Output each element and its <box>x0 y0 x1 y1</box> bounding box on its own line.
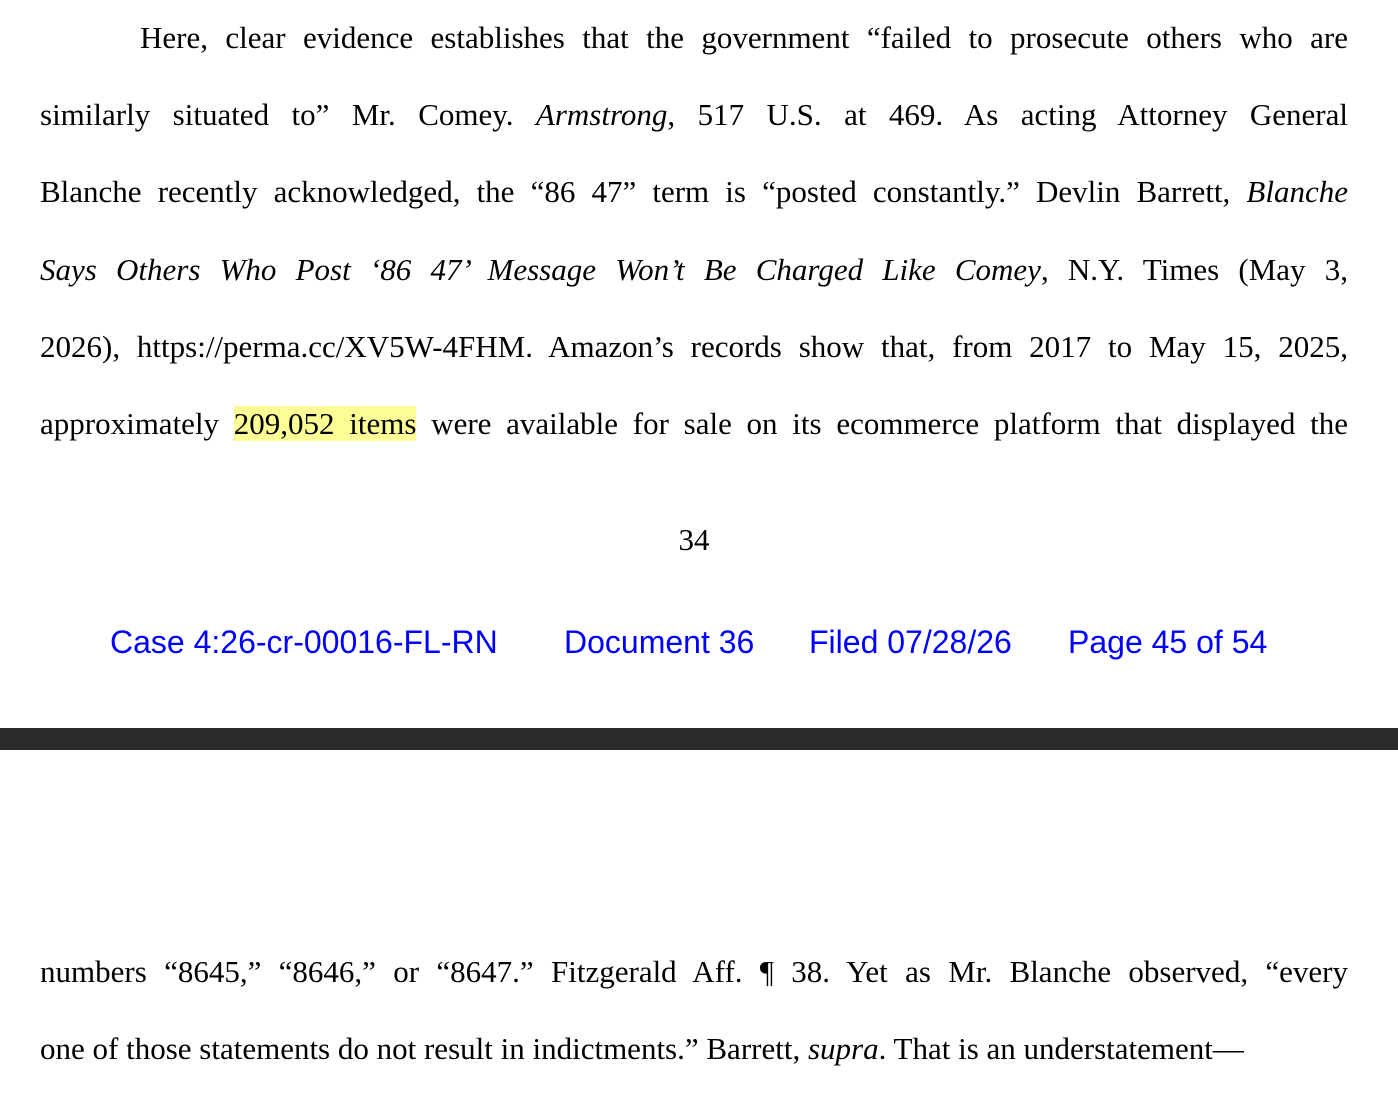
italic-citation: Armstrong <box>535 97 668 132</box>
italic-citation: supra <box>807 1031 879 1066</box>
text-run: approximately <box>40 406 234 441</box>
text-run: similarly situated to” Mr. Comey. <box>40 97 536 132</box>
body-text-line-2 <box>40 95 1348 135</box>
text-run: , N.Y. Times (May 3, <box>1040 252 1348 287</box>
text-run: Blanche recently acknowledged, the “86 47” term is “posted constantly.” Devlin Barrett, <box>40 174 1247 209</box>
text-run: were available for sale on its ecommerce platform that displayed the <box>416 406 1348 441</box>
text-run: , 517 U.S. at 469. As acting Attorney General <box>667 97 1348 132</box>
text-run: . That is an understatement— <box>878 1031 1244 1066</box>
body-text-line-5 <box>40 327 1348 367</box>
text-run: Here, clear evidence establishes that the government “failed to prosecute others who are <box>140 20 1348 55</box>
body-text-line-1 <box>140 18 1348 58</box>
body-text-line-4 <box>40 250 1348 290</box>
italic-citation: Blanche <box>1246 174 1348 209</box>
body-text-line-3 <box>40 172 1348 212</box>
filed-date: Filed 07/28/26 <box>809 624 1012 660</box>
document-number: Document 36 <box>564 624 755 660</box>
body-text-line-7 <box>40 952 1348 992</box>
page-number: 34 <box>678 522 710 557</box>
page-divider <box>0 728 1398 750</box>
text-run: one of those statements do not result in indictments.” Barrett, <box>40 1031 808 1066</box>
text-run: 2026), https://perma.cc/XV5W-4FHM. Amazon’s records show that, from 2017 to May 15, 2025, <box>40 329 1348 364</box>
body-text-line-8 <box>40 1029 1348 1069</box>
page-of-total: Page 45 of 54 <box>1068 624 1268 660</box>
highlighted-text: 209,052 items <box>233 406 417 441</box>
italic-citation: Says Others Who Post ‘86 47’ Message Won’t Be Charged Like Comey <box>40 252 1041 287</box>
text-run: numbers “8645,” “8646,” or “8647.” Fitzgerald Aff. ¶ 38. Yet as Mr. Blanche observed, “every <box>40 954 1348 989</box>
case-number: Case 4:26-cr-00016-FL-RN <box>110 624 498 660</box>
body-text-line-6 <box>40 404 1348 444</box>
case-header-stamp <box>0 620 1398 664</box>
